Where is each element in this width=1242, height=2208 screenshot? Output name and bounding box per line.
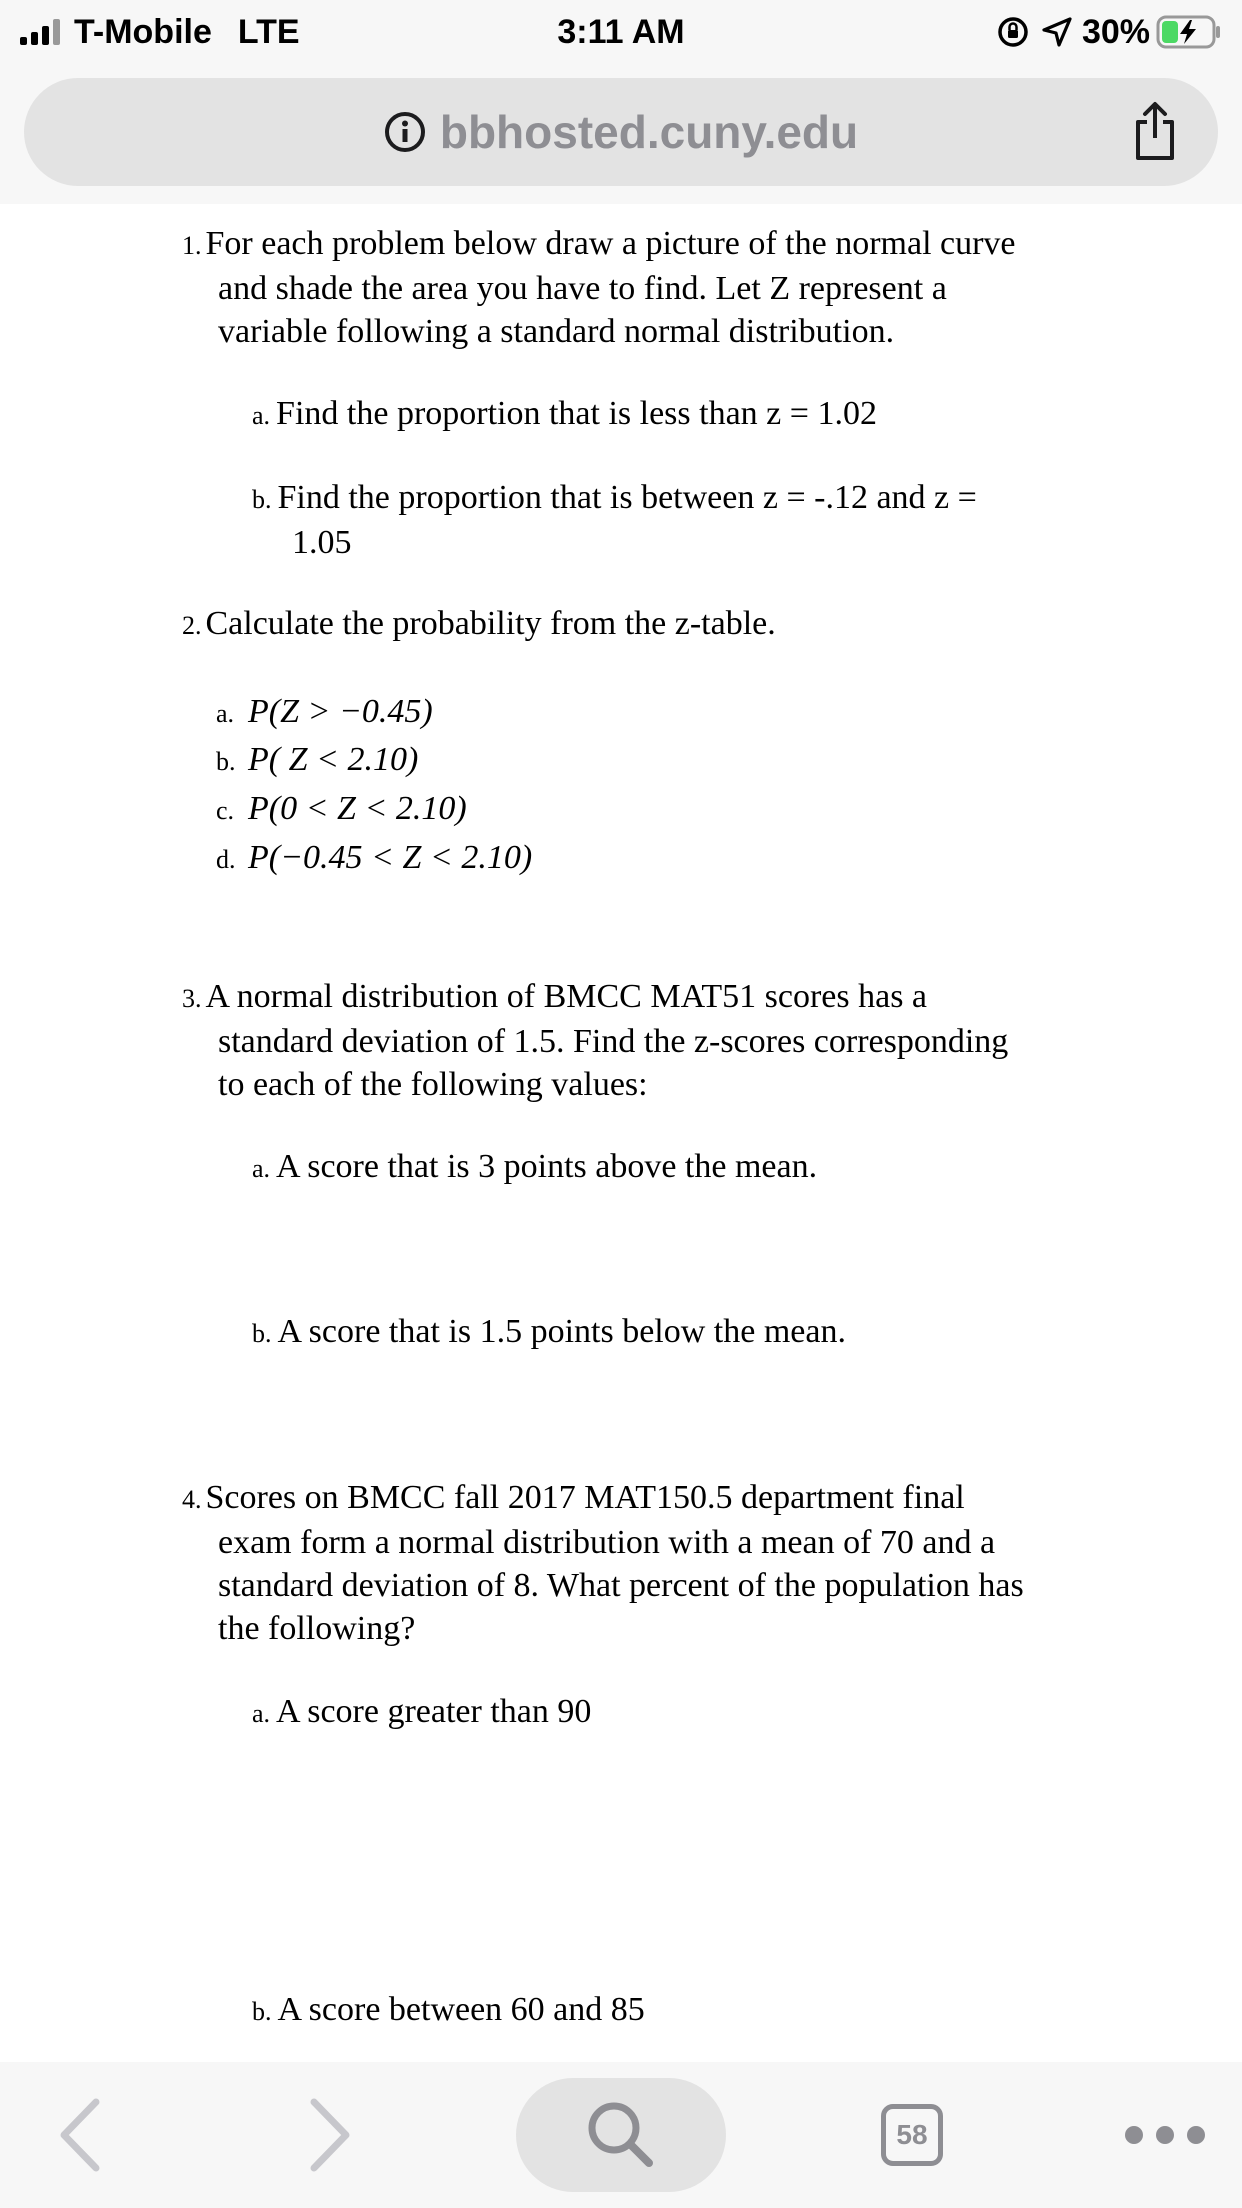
question-number: 1. xyxy=(182,231,202,260)
question-text: Calculate the probability from the z-table. xyxy=(205,605,776,642)
question-4a xyxy=(252,1690,1072,1735)
question-number: 4. xyxy=(182,1485,202,1514)
battery-percent: 30% xyxy=(1081,12,1150,51)
question-4b xyxy=(252,1988,1072,2033)
question-text: standard deviation of 8. What percent of the population has xyxy=(218,1567,1024,1604)
item-text: A score that is 1.5 points below the mean. xyxy=(277,1313,846,1350)
search-icon xyxy=(585,2099,657,2171)
question-2c xyxy=(216,787,467,832)
question-2a xyxy=(216,690,433,735)
status-right xyxy=(996,10,1222,54)
share-icon[interactable] xyxy=(1130,100,1180,164)
question-text: exam form a normal distribution with a mean of 70 and a xyxy=(218,1524,996,1561)
item-label: a. xyxy=(252,1699,271,1728)
item-text: A score greater than 90 xyxy=(276,1693,592,1730)
status-time: 3:11 AM xyxy=(557,13,685,51)
forward-button[interactable] xyxy=(290,2062,370,2208)
item-label: d. xyxy=(216,845,236,874)
more-button[interactable] xyxy=(1120,2062,1210,2208)
question-3a xyxy=(252,1145,1072,1190)
question-4 xyxy=(182,1476,1102,1650)
url-text[interactable]: bbhosted.cuny.edu xyxy=(439,106,859,158)
chevron-right-icon xyxy=(308,2098,352,2172)
battery-charging-icon xyxy=(1156,14,1222,50)
question-2 xyxy=(182,602,1102,647)
question-text: and shade the area you have to find. Let Z represent a xyxy=(218,270,947,307)
location-arrow-icon xyxy=(1040,15,1074,49)
math-expression: P(0 < Z < 2.10) xyxy=(248,790,467,827)
carrier-name: T-Mobile xyxy=(74,12,212,51)
item-label: b. xyxy=(252,485,272,514)
question-3b xyxy=(252,1310,1072,1355)
question-text: standard deviation of 1.5. Find the z-scores corresponding xyxy=(218,1023,1009,1060)
math-expression: P( Z < 2.10) xyxy=(248,741,419,778)
question-text: A normal distribution of BMCC MAT51 scores has a xyxy=(205,978,928,1015)
item-label: b. xyxy=(252,1319,272,1348)
question-2b xyxy=(216,738,418,783)
question-text: For each problem below draw a picture of the normal curve xyxy=(205,225,1016,262)
item-label: a. xyxy=(252,401,271,430)
question-1a xyxy=(252,392,1072,437)
browser-chrome-top xyxy=(0,0,1242,204)
item-text: Find the proportion that is between z = -.12 and z = xyxy=(277,479,977,516)
chevron-left-icon xyxy=(58,2098,102,2172)
question-number: 3. xyxy=(182,984,202,1013)
item-text: A score between 60 and 85 xyxy=(277,1991,645,2028)
tabs-button[interactable] xyxy=(872,2062,952,2208)
item-label: a. xyxy=(252,1154,271,1183)
question-1 xyxy=(182,222,1102,353)
question-3 xyxy=(182,975,1102,1106)
item-text: 1.05 xyxy=(292,524,352,561)
question-text: variable following a standard normal distribution. xyxy=(218,313,895,350)
item-text: Find the proportion that is less than z = 1.02 xyxy=(276,395,877,432)
math-expression: P(Z > −0.45) xyxy=(248,693,433,730)
tab-count: 58 xyxy=(881,2104,943,2166)
question-number: 2. xyxy=(182,611,202,640)
item-label: b. xyxy=(252,1997,272,2026)
back-button[interactable] xyxy=(40,2062,120,2208)
question-text: the following? xyxy=(218,1610,416,1647)
item-label: c. xyxy=(216,796,235,825)
item-label: a. xyxy=(216,699,235,728)
question-text: Scores on BMCC fall 2017 MAT150.5 department final xyxy=(205,1479,965,1516)
math-expression: P(−0.45 < Z < 2.10) xyxy=(248,839,533,876)
item-text: A score that is 3 points above the mean. xyxy=(276,1148,818,1185)
question-2d xyxy=(216,836,532,881)
question-text: to each of the following values: xyxy=(218,1066,648,1103)
browser-toolbar xyxy=(0,2062,1242,2208)
search-button[interactable] xyxy=(516,2078,726,2192)
item-label: b. xyxy=(216,747,236,776)
info-icon[interactable] xyxy=(384,111,426,153)
orientation-lock-icon xyxy=(996,15,1030,49)
question-1b xyxy=(252,476,1072,564)
address-bar[interactable] xyxy=(24,78,1218,186)
more-dots-icon xyxy=(1123,2124,1207,2146)
status-bar xyxy=(0,0,1242,64)
network-type: LTE xyxy=(237,12,300,51)
